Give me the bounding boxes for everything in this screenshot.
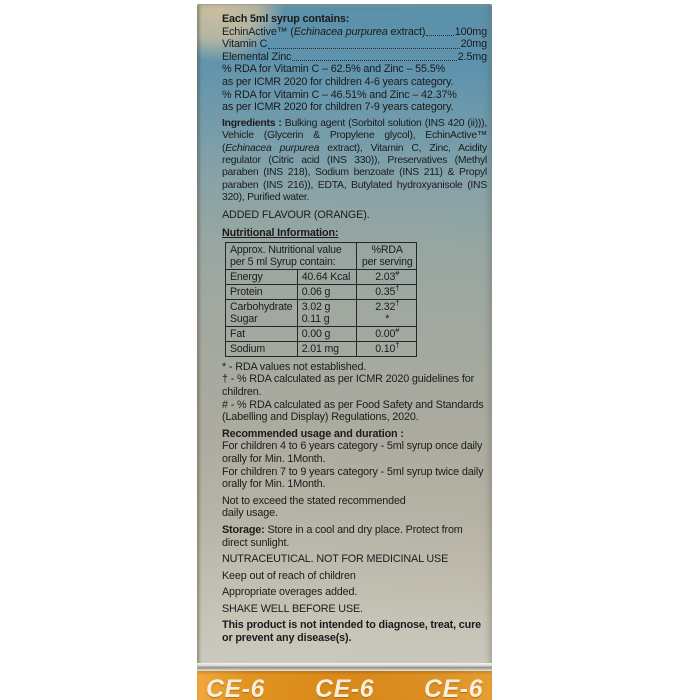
ingredients-label: Ingredients :: [222, 117, 285, 129]
header-nutritional-value: Approx. Nutritional value per 5 ml Syrup contain:: [226, 242, 357, 269]
brand-logo-ce6: CE-6: [424, 675, 483, 700]
nutrition-table: [225, 242, 417, 357]
nutrition-heading: Nutritional Information:: [222, 227, 339, 240]
usage-line-7-9: For children 7 to 9 years category - 5ml syrup twice daily orally for Min. 1Month.: [222, 465, 484, 491]
dot-leader: [292, 60, 456, 61]
overages-notice: Appropriate overages added.: [222, 586, 358, 599]
table-row-energy: Energy 40.64 Kcal 2.03#: [226, 269, 417, 284]
keep-out-notice: Keep out of reach of children: [222, 569, 356, 582]
table-row-fat: Fat 0.00 g 0.00#: [226, 326, 417, 341]
ingredient-amount: 2.5mg: [457, 50, 487, 63]
storage-label: Storage:: [222, 523, 265, 536]
composition-heading: Each 5ml syrup contains:: [222, 13, 350, 25]
rda-note-line: % RDA for Vitamin C – 46.51% and Zinc – 42.37%: [222, 88, 457, 101]
composition-item-zinc: [222, 51, 487, 64]
composition-item-echinactive: [222, 26, 487, 39]
disclaimer-notice: This product is not intended to diagnose, treat, cure or prevent any disease(s).: [222, 619, 481, 645]
shake-notice: SHAKE WELL BEFORE USE.: [222, 602, 363, 615]
added-flavour-line: ADDED FLAVOUR (ORANGE).: [222, 208, 370, 221]
footnote-rda-not-established: * - RDA values not established.: [222, 360, 367, 373]
table-row-protein: Protein 0.06 g 0.35†: [226, 284, 417, 299]
ingredients-paragraph: Ingredients : Bulking agent (Sorbitol solution (INS 420 (ii))), Vehicle (Glycerin & Propylene glycol), EchinActive™ (Echinacea purpurea extract), Vitamin C, Zinc, Acidity regulator (Citric acid (INS 330)), Preservatives (Methyl paraben (INS 218), Sodium benzoate (INS 211) & Propyl paraben (INS 216)), EDTA, Butylated hydroxyanisole (INS 320), Purified water.: [222, 117, 487, 204]
rda-note-line: % RDA for Vitamin C – 62.5% and Zinc – 55.5%: [222, 63, 446, 76]
ingredient-name: EchinActive™ (Echinacea purpurea extract): [222, 25, 426, 38]
ingredient-name: Vitamin C: [222, 38, 268, 51]
nutraceutical-notice: NUTRACEUTICAL. NOT FOR MEDICINAL USE: [222, 553, 449, 566]
silver-divider-strip: [197, 663, 492, 671]
header-rda: %RDA per serving: [357, 242, 417, 269]
ingredient-amount: 100mg: [454, 25, 487, 38]
ingredient-name: Elemental Zinc: [222, 50, 292, 63]
usage-heading: Recommended usage and duration :: [222, 427, 404, 440]
ingredient-amount: 20mg: [460, 38, 487, 51]
table-row-sodium: Sodium 2.01 mg 0.10†: [226, 341, 417, 356]
syrup-carton-back-label: [197, 4, 492, 700]
brand-logo-ce6: CE-6: [315, 675, 374, 700]
brand-logo-ce6: CE-6: [206, 675, 265, 700]
composition-item-vitamin-c: [222, 38, 487, 51]
usage-line-4-6: For children 4 to 6 years category - 5ml syrup once daily orally for Min. 1Month.: [222, 440, 483, 465]
label-content: [197, 4, 492, 663]
limit-notice: Not to exceed the stated recommended daily usage.: [222, 494, 406, 520]
table-header-row: [226, 242, 417, 269]
brand-band: [197, 671, 492, 700]
footnote-icmr: † - % RDA calculated as per ICMR 2020 guidelines for children.: [222, 373, 475, 398]
footnote-fssai: # - % RDA calculated as per Food Safety and Standards (Labelling and Display) Regulations, 2020.: [222, 398, 484, 424]
dot-leader: [268, 48, 459, 49]
table-row-carbohydrate-sugar: Carbohydrate Sugar 3.02 g 0.11 g 2.32† *: [226, 299, 417, 326]
rda-note-line: as per ICMR 2020 for children 4-6 years category.: [222, 75, 454, 88]
rda-note-line: as per ICMR 2020 for children 7-9 years category.: [222, 101, 454, 114]
storage-notice: Storage: Store in a cool and dry place. Protect from direct sunlight.: [222, 523, 463, 549]
dot-leader: [426, 35, 453, 36]
